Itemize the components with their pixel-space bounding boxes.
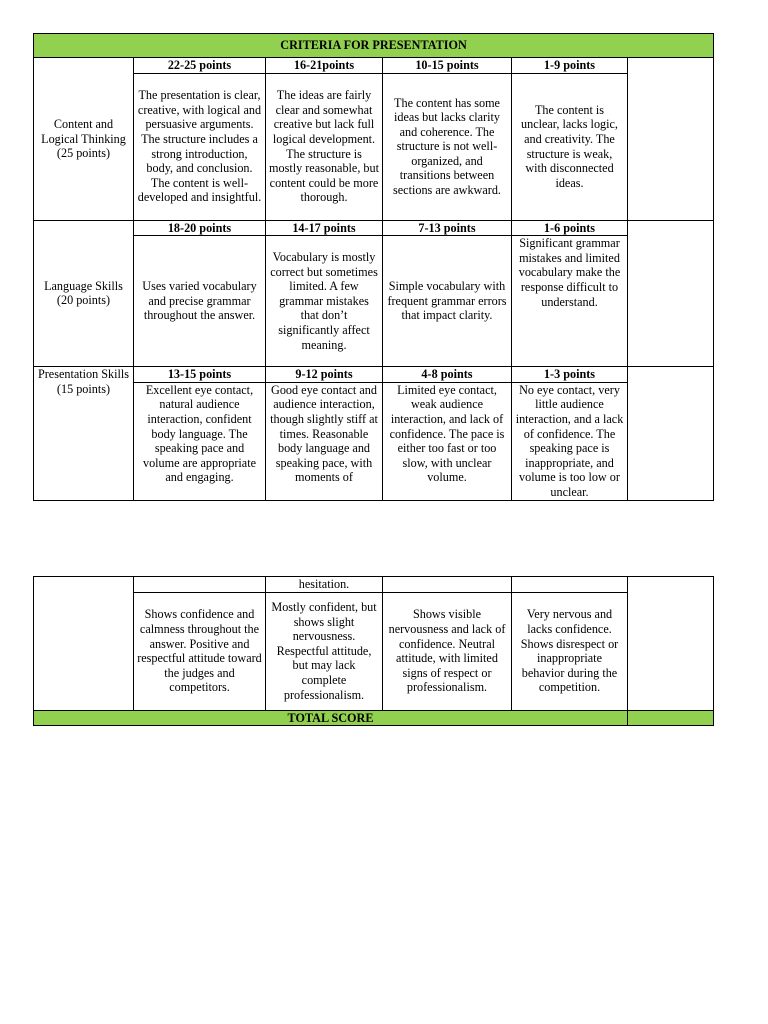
level-description: The presentation is clear, creative, with logical and persuasive arguments. The structure includes a strong introduction, body, and conclusion. The content is well-developed and insightful. xyxy=(134,73,266,220)
points-header: 4-8 points xyxy=(383,367,512,383)
points-header: 13-15 points xyxy=(134,367,266,383)
level-description: Good eye contact and audience interaction, though slightly stiff at times. Reasonable body language and speaking pace, with moments of xyxy=(266,382,383,500)
total-score-cell xyxy=(628,710,714,726)
points-header: 1-6 points xyxy=(512,220,628,236)
level-description: Excellent eye contact, natural audience interaction, confident body language. The speaking pace and volume are appropriate and engaging. xyxy=(134,382,266,500)
points-header: 9-12 points xyxy=(266,367,383,383)
level-description: Mostly confident, but shows slight nervousness. Respectful attitude, but may lack complete professionalism. xyxy=(266,592,383,710)
level-description: Simple vocabulary with frequent grammar errors that impact clarity. xyxy=(383,236,512,367)
level-description: No eye contact, very little audience interaction, and a lack of confidence. The speaking pace is inappropriate, and volume is too low or unclear. xyxy=(512,382,628,500)
points-header: 18-20 points xyxy=(134,220,266,236)
total-score-label: TOTAL SCORE xyxy=(34,710,628,726)
score-cell xyxy=(628,367,714,500)
points-header: 10-15 points xyxy=(383,58,512,74)
criterion-presentation: Presentation Skills (15 points) xyxy=(34,367,134,500)
points-header: 1-3 points xyxy=(512,367,628,383)
level-description: Very nervous and lacks confidence. Shows disrespect or inappropriate behavior during the competition. xyxy=(512,592,628,710)
level-description: Uses varied vocabulary and precise grammar throughout the answer. xyxy=(134,236,266,367)
criterion-continued xyxy=(34,577,134,711)
rubric-table-continued xyxy=(33,576,714,726)
level-description: Significant grammar mistakes and limited vocabulary make the response difficult to understand. xyxy=(512,236,628,367)
score-cell xyxy=(628,577,714,711)
level-description: The ideas are fairly clear and somewhat creative but lack full logical development. The structure is mostly reasonable, but content could be more thorough. xyxy=(266,73,383,220)
level-description: Shows visible nervousness and lack of confidence. Neutral attitude, with limited signs of respect or professionalism. xyxy=(383,592,512,710)
level-description: The content is unclear, lacks logic, and creativity. The structure is weak, with disconnected ideas. xyxy=(512,73,628,220)
table-title: CRITERIA FOR PRESENTATION xyxy=(34,34,714,58)
points-header: 22-25 points xyxy=(134,58,266,74)
carryover-text: hesitation. xyxy=(266,577,383,593)
level-description: Shows confidence and calmness throughout the answer. Positive and respectful attitude toward the judges and competitors. xyxy=(134,592,266,710)
points-header: 16-21points xyxy=(266,58,383,74)
criterion-content: Content and Logical Thinking (25 points) xyxy=(34,58,134,221)
level-description: Vocabulary is mostly correct but sometimes limited. A few grammar mistakes that don’t significantly affect meaning. xyxy=(266,236,383,367)
rubric-table xyxy=(33,33,714,501)
points-header: 14-17 points xyxy=(266,220,383,236)
level-description: The content has some ideas but lacks clarity and coherence. The structure is not well-organized, and transitions between sections are awkward. xyxy=(383,73,512,220)
score-cell xyxy=(628,58,714,221)
score-cell xyxy=(628,220,714,367)
points-header: 1-9 points xyxy=(512,58,628,74)
level-description: Limited eye contact, weak audience interaction, and lack of confidence. The pace is either too fast or too slow, with unclear volume. xyxy=(383,382,512,500)
points-header: 7-13 points xyxy=(383,220,512,236)
criterion-language: Language Skills (20 points) xyxy=(34,220,134,367)
